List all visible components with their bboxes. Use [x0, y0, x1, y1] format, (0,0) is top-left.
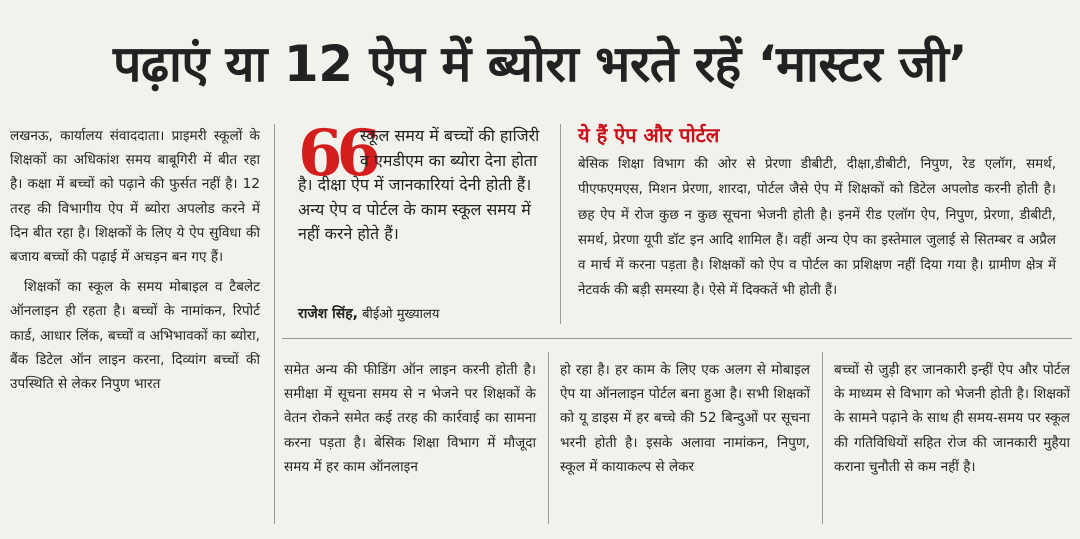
- column-1: [10, 124, 260, 396]
- quote-author-name: राजेश सिंह,: [298, 306, 358, 322]
- box-text: बेसिक शिक्षा विभाग की ओर से प्रेरणा डीबीटी, दीक्षा,डीबीटी, निपुण, रेड एलॉग, समर्थ, पीएफएमएस, मिशन प्रेरणा, शारदा, पोर्टल जैसे ऐप में शिक्षकों को डिटेल अपलोड करनी होती है। छह ऐप में रोज कुछ न कुछ सूचना भेजनी होती है। इनमें रीड एलॉग ऐप, निपुण, प्रेरणा, डीबीटी, समर्थ, प्रेरणा यूपी डॉट इन आदि शामिल हैं। वहीं अन्य ऐप का इस्तेमाल जुलाई से सितम्बर व अप्रैल व मार्च में करना पड़ता है। शिक्षकों को ऐप व पोर्टल का प्रशिक्षण नहीं दिया गया है। ग्रामीण क्षेत्र में नेटवर्क की बड़ी समस्या है। ऐसे में दिक्कतें भी होती हैं।: [578, 157, 1056, 299]
- section-divider: [282, 338, 1072, 339]
- column-4: [834, 358, 1070, 479]
- column-divider-4: [822, 352, 823, 524]
- quote-attribution: [298, 302, 553, 327]
- quote-mark-icon: 66: [298, 116, 376, 191]
- column-2-text: समेत अन्य की फीडिंग ऑन लाइन करनी होती है। समीक्षा में सूचना समय से न भेजने पर शिक्षकों के वेतन रोकने समेत कई तरह की कार्रवाई का सामना करना पड़ता है। बेसिक शिक्षा विभाग में मौजूदा समय में हर काम ऑनलाइन: [284, 362, 536, 475]
- box-title: ये हैं ऐप और पोर्टल: [578, 123, 720, 147]
- column-divider-1: [274, 124, 275, 524]
- quote-dropcap-space: [298, 124, 360, 170]
- column-1-paragraph-2: शिक्षकों का स्कूल के समय मोबाइल व टैबलेट ऑनलाइन ही रहता है। बच्चों के नामांकन, रिपोर्ट कार्ड, आधार लिंक, बच्चों व अभिभावकों का ब्योरा, बैंक डिटेल ऑन लाइन करना, दिव्यांग बच्चों की उपस्थिति से लेकर निपुण भारत: [10, 279, 260, 393]
- column-2: [284, 358, 536, 479]
- column-divider-2: [560, 124, 561, 324]
- quote-block: [298, 116, 553, 247]
- quote-text: स्कूल समय में बच्चों की हाजिरी व एमडीएम का ब्योरा देना होता है। दीक्षा ऐप में जानकारियां देनी होती हैं। अन्य ऐप व पोर्टल के काम स्कूल समय में नहीं करने होते हैं।: [298, 126, 540, 244]
- column-divider-3: [548, 352, 549, 524]
- headline: पढ़ाएं या 12 ऐप में ब्योरा भरते रहें ‘मास्टर जी’: [113, 35, 967, 93]
- quote-author-role: बीईओ मुख्यालय: [362, 307, 440, 322]
- column-3: [560, 358, 810, 479]
- column-1-paragraph-1: लखनऊ, कार्यालय संवाददाता। प्राइमरी स्कूलों के शिक्षकों का अधिकांश समय बाबूगिरी में बीत रहा है। कक्षा में बच्चों को पढ़ाने की फुर्सत नहीं है। 12 तरह की विभागीय ऐप में ब्योरा अपलोड करने में दिन बीत रहा है। शिक्षकों के लिए ये ऐप सुविधा की बजाय बच्चों की पढ़ाई में अचड़न बन गए हैं।: [10, 128, 260, 266]
- column-3-text: हो रहा है। हर काम के लिए एक अलग से मोबाइल ऐप या ऑनलाइन पोर्टल बना हुआ है। सभी शिक्षकों को यू डाइस में हर बच्चे की 52 बिन्दुओं पर सूचना भरनी होती है। इसके अलावा नामांकन, निपुण, स्कूल में कायाकल्प से लेकर: [560, 362, 810, 475]
- column-4-text: बच्चों से जुड़ी हर जानकारी इन्हीं ऐप और पोर्टल के माध्यम से विभाग को भेजनी होती है। शिक्षकों के सामने पढ़ाने के साथ ही समय-समय पर स्कूल की गतिविधियों सहित रोज की जानकारी मुहैया कराना चुनौती से कम नहीं है।: [834, 362, 1070, 475]
